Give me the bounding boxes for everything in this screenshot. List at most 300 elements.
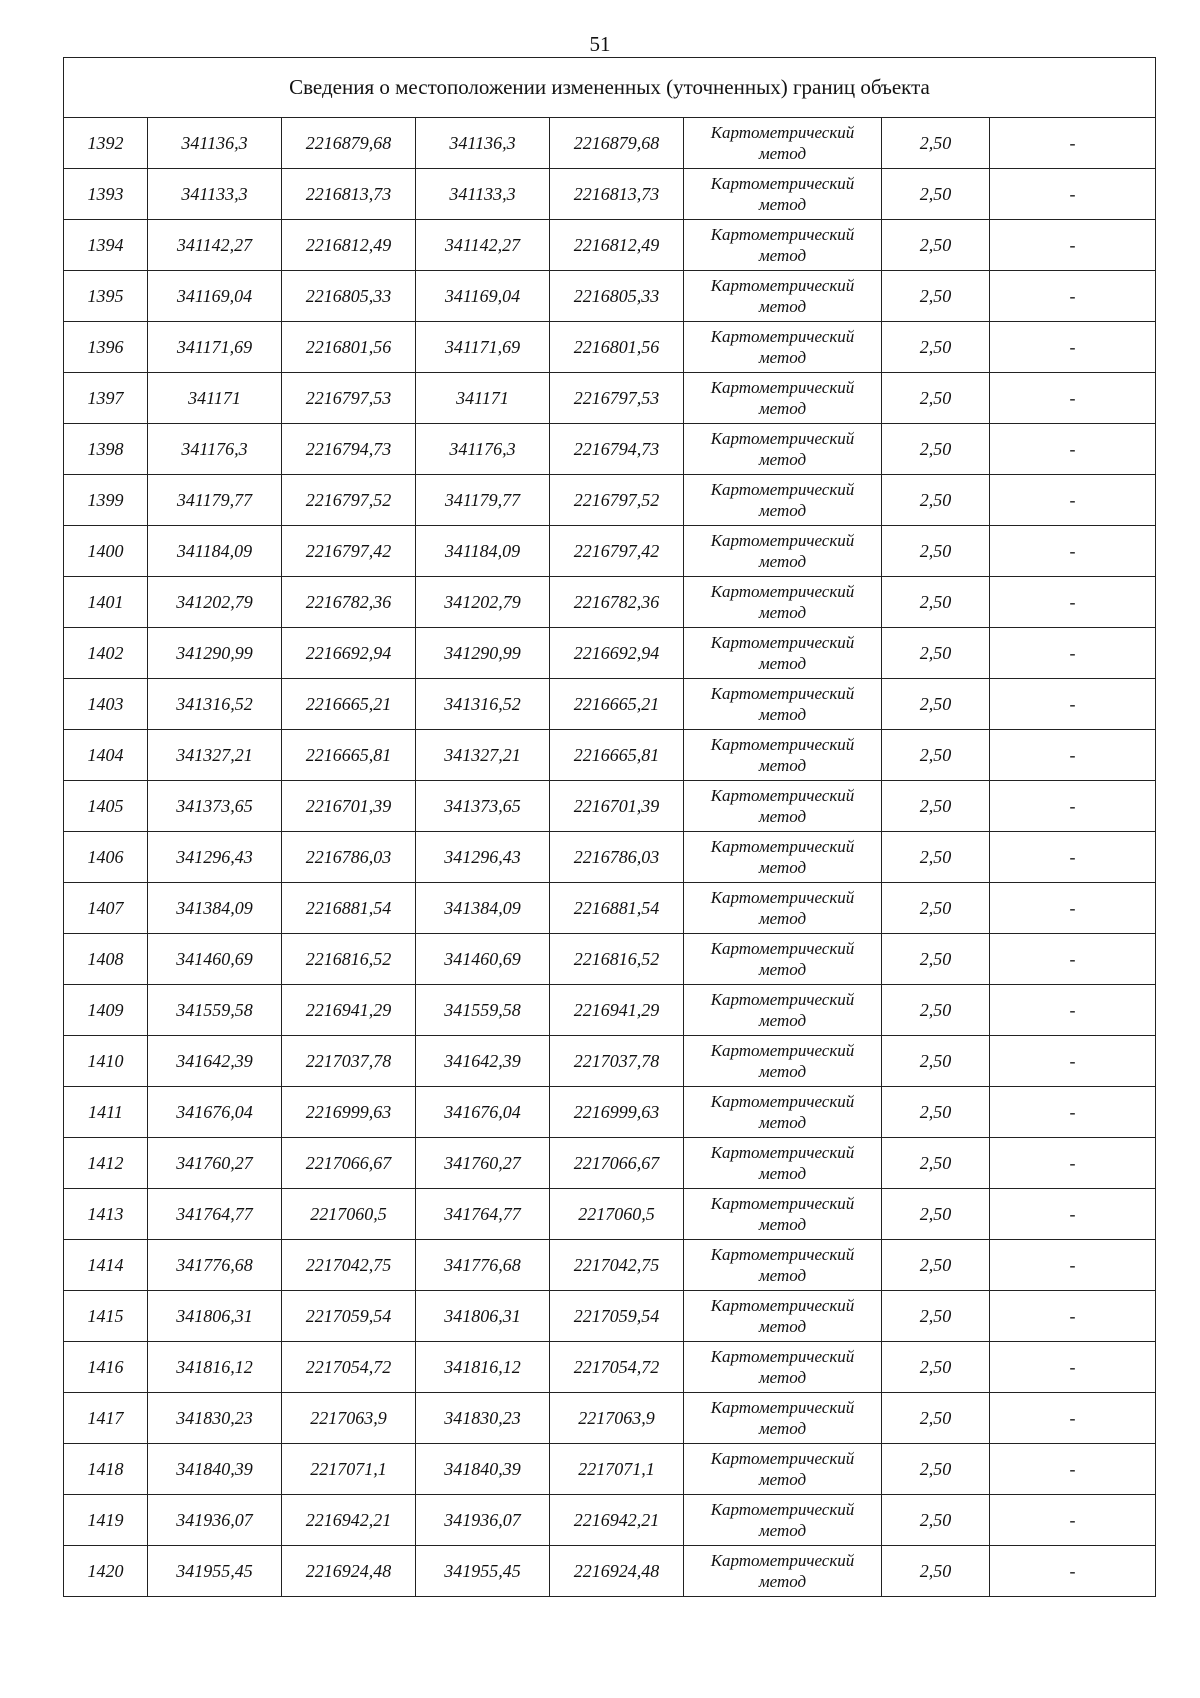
x-new-cell: 341133,3 — [416, 169, 550, 220]
x-new-cell: 341460,69 — [416, 934, 550, 985]
method-cell — [684, 526, 882, 577]
x-new-cell: 341176,3 — [416, 424, 550, 475]
y-new-cell: 2216805,33 — [550, 271, 684, 322]
x-old-cell: 341202,79 — [148, 577, 282, 628]
table-row — [64, 1393, 1156, 1444]
y-old-cell: 2216881,54 — [282, 883, 416, 934]
accuracy-cell: 2,50 — [882, 985, 990, 1036]
x-old-cell: 341676,04 — [148, 1087, 282, 1138]
method-cell — [684, 1036, 882, 1087]
table-row — [64, 271, 1156, 322]
method-line-1: Картометрический — [710, 837, 855, 856]
table-row — [64, 679, 1156, 730]
accuracy-cell: 2,50 — [882, 883, 990, 934]
point-number-cell: 1392 — [64, 118, 148, 169]
method-line-2: метод — [758, 654, 807, 673]
x-new-cell: 341296,43 — [416, 832, 550, 883]
point-number-cell: 1405 — [64, 781, 148, 832]
accuracy-cell: 2,50 — [882, 322, 990, 373]
table-row — [64, 1342, 1156, 1393]
method-cell — [684, 934, 882, 985]
y-new-cell: 2216941,29 — [550, 985, 684, 1036]
x-old-cell: 341373,65 — [148, 781, 282, 832]
point-number-cell: 1414 — [64, 1240, 148, 1291]
description-cell: - — [990, 628, 1156, 679]
y-new-cell: 2216797,42 — [550, 526, 684, 577]
x-new-cell: 341559,58 — [416, 985, 550, 1036]
x-new-cell: 341676,04 — [416, 1087, 550, 1138]
x-new-cell: 341179,77 — [416, 475, 550, 526]
accuracy-cell: 2,50 — [882, 832, 990, 883]
x-new-cell: 341184,09 — [416, 526, 550, 577]
y-new-cell: 2217063,9 — [550, 1393, 684, 1444]
method-line-1: Картометрический — [710, 786, 855, 805]
accuracy-cell: 2,50 — [882, 1444, 990, 1495]
method-line-1: Картометрический — [710, 990, 855, 1009]
x-new-cell: 341840,39 — [416, 1444, 550, 1495]
y-new-cell: 2217066,67 — [550, 1138, 684, 1189]
accuracy-cell: 2,50 — [882, 1189, 990, 1240]
x-new-cell: 341816,12 — [416, 1342, 550, 1393]
x-new-cell: 341776,68 — [416, 1240, 550, 1291]
table-row — [64, 730, 1156, 781]
method-line-2: метод — [758, 1419, 807, 1438]
y-new-cell: 2216879,68 — [550, 118, 684, 169]
x-new-cell: 341316,52 — [416, 679, 550, 730]
method-line-1: Картометрический — [710, 735, 855, 754]
point-number-cell: 1399 — [64, 475, 148, 526]
method-line-1: Картометрический — [710, 531, 855, 550]
method-line-2: метод — [758, 297, 807, 316]
method-line-2: метод — [758, 1368, 807, 1387]
accuracy-cell: 2,50 — [882, 1240, 990, 1291]
method-cell — [684, 475, 882, 526]
accuracy-cell: 2,50 — [882, 628, 990, 679]
x-new-cell: 341142,27 — [416, 220, 550, 271]
method-cell — [684, 1240, 882, 1291]
y-new-cell: 2216665,81 — [550, 730, 684, 781]
y-old-cell: 2216797,52 — [282, 475, 416, 526]
description-cell: - — [990, 1291, 1156, 1342]
method-cell — [684, 1087, 882, 1138]
x-new-cell: 341290,99 — [416, 628, 550, 679]
point-number-cell: 1406 — [64, 832, 148, 883]
method-cell — [684, 985, 882, 1036]
x-new-cell: 341169,04 — [416, 271, 550, 322]
x-old-cell: 341316,52 — [148, 679, 282, 730]
x-new-cell: 341806,31 — [416, 1291, 550, 1342]
point-number-cell: 1420 — [64, 1546, 148, 1597]
description-cell: - — [990, 373, 1156, 424]
method-line-2: метод — [758, 1113, 807, 1132]
method-cell — [684, 1291, 882, 1342]
description-cell: - — [990, 1444, 1156, 1495]
method-line-2: метод — [758, 399, 807, 418]
description-cell: - — [990, 1342, 1156, 1393]
description-cell: - — [990, 526, 1156, 577]
y-old-cell: 2216665,21 — [282, 679, 416, 730]
method-line-2: метод — [758, 144, 807, 163]
y-new-cell: 2217042,75 — [550, 1240, 684, 1291]
accuracy-cell: 2,50 — [882, 1291, 990, 1342]
method-cell — [684, 1189, 882, 1240]
method-line-1: Картометрический — [710, 633, 855, 652]
table-row — [64, 526, 1156, 577]
y-old-cell: 2217060,5 — [282, 1189, 416, 1240]
method-line-1: Картометрический — [710, 888, 855, 907]
point-number-cell: 1415 — [64, 1291, 148, 1342]
method-line-1: Картометрический — [710, 1143, 855, 1162]
accuracy-cell: 2,50 — [882, 1342, 990, 1393]
point-number-cell: 1397 — [64, 373, 148, 424]
table-caption-row — [64, 58, 1156, 118]
method-line-1: Картометрический — [710, 939, 855, 958]
description-cell: - — [990, 1189, 1156, 1240]
description-cell: - — [990, 832, 1156, 883]
accuracy-cell: 2,50 — [882, 781, 990, 832]
method-cell — [684, 271, 882, 322]
y-new-cell: 2217059,54 — [550, 1291, 684, 1342]
point-number-cell: 1407 — [64, 883, 148, 934]
y-new-cell: 2216701,39 — [550, 781, 684, 832]
point-number-cell: 1410 — [64, 1036, 148, 1087]
y-old-cell: 2216786,03 — [282, 832, 416, 883]
x-old-cell: 341642,39 — [148, 1036, 282, 1087]
method-line-1: Картометрический — [710, 1398, 855, 1417]
table-row — [64, 1036, 1156, 1087]
point-number-cell: 1412 — [64, 1138, 148, 1189]
method-line-2: метод — [758, 909, 807, 928]
method-line-2: метод — [758, 1317, 807, 1336]
method-line-1: Картометрический — [710, 378, 855, 397]
description-cell: - — [990, 475, 1156, 526]
table-row — [64, 934, 1156, 985]
y-old-cell: 2216879,68 — [282, 118, 416, 169]
description-cell: - — [990, 1138, 1156, 1189]
method-line-2: метод — [758, 960, 807, 979]
y-new-cell: 2216797,53 — [550, 373, 684, 424]
method-cell — [684, 730, 882, 781]
x-old-cell: 341296,43 — [148, 832, 282, 883]
y-new-cell: 2217060,5 — [550, 1189, 684, 1240]
description-cell: - — [990, 985, 1156, 1036]
accuracy-cell: 2,50 — [882, 118, 990, 169]
accuracy-cell: 2,50 — [882, 1087, 990, 1138]
method-line-2: метод — [758, 450, 807, 469]
method-line-1: Картометрический — [710, 1296, 855, 1315]
method-line-1: Картометрический — [710, 1551, 855, 1570]
page-number: 51 — [589, 32, 611, 56]
method-line-1: Картометрический — [710, 123, 855, 142]
method-line-1: Картометрический — [710, 1500, 855, 1519]
table-row — [64, 475, 1156, 526]
description-cell: - — [990, 322, 1156, 373]
method-line-2: метод — [758, 195, 807, 214]
point-number-cell: 1396 — [64, 322, 148, 373]
y-old-cell: 2216701,39 — [282, 781, 416, 832]
y-new-cell: 2216942,21 — [550, 1495, 684, 1546]
x-old-cell: 341460,69 — [148, 934, 282, 985]
table-row — [64, 1444, 1156, 1495]
method-line-1: Картометрический — [710, 684, 855, 703]
description-cell: - — [990, 424, 1156, 475]
x-old-cell: 341764,77 — [148, 1189, 282, 1240]
point-number-cell: 1419 — [64, 1495, 148, 1546]
y-old-cell: 2216999,63 — [282, 1087, 416, 1138]
y-new-cell: 2216812,49 — [550, 220, 684, 271]
x-old-cell: 341816,12 — [148, 1342, 282, 1393]
method-cell — [684, 679, 882, 730]
accuracy-cell: 2,50 — [882, 526, 990, 577]
description-cell: - — [990, 679, 1156, 730]
description-cell: - — [990, 934, 1156, 985]
y-old-cell: 2217071,1 — [282, 1444, 416, 1495]
point-number-cell: 1417 — [64, 1393, 148, 1444]
method-line-1: Картометрический — [710, 276, 855, 295]
y-new-cell: 2216801,56 — [550, 322, 684, 373]
y-old-cell: 2217037,78 — [282, 1036, 416, 1087]
x-new-cell: 341955,45 — [416, 1546, 550, 1597]
method-line-1: Картометрический — [710, 1347, 855, 1366]
x-new-cell: 341327,21 — [416, 730, 550, 781]
point-number-cell: 1416 — [64, 1342, 148, 1393]
method-line-1: Картометрический — [710, 1245, 855, 1264]
point-number-cell: 1395 — [64, 271, 148, 322]
method-line-1: Картометрический — [710, 582, 855, 601]
x-new-cell: 341764,77 — [416, 1189, 550, 1240]
method-cell — [684, 220, 882, 271]
table-row — [64, 1087, 1156, 1138]
description-cell: - — [990, 1087, 1156, 1138]
table-row — [64, 322, 1156, 373]
method-line-2: метод — [758, 501, 807, 520]
method-cell — [684, 373, 882, 424]
x-new-cell: 341830,23 — [416, 1393, 550, 1444]
description-cell: - — [990, 577, 1156, 628]
method-cell — [684, 322, 882, 373]
x-old-cell: 341169,04 — [148, 271, 282, 322]
table-row — [64, 1240, 1156, 1291]
x-new-cell: 341373,65 — [416, 781, 550, 832]
method-cell — [684, 577, 882, 628]
point-number-cell: 1409 — [64, 985, 148, 1036]
y-old-cell: 2216801,56 — [282, 322, 416, 373]
method-line-1: Картометрический — [710, 327, 855, 346]
method-line-2: метод — [758, 1011, 807, 1030]
point-number-cell: 1394 — [64, 220, 148, 271]
method-line-2: метод — [758, 1164, 807, 1183]
table-row — [64, 1546, 1156, 1597]
description-cell: - — [990, 781, 1156, 832]
method-cell — [684, 1444, 882, 1495]
accuracy-cell: 2,50 — [882, 271, 990, 322]
method-line-1: Картометрический — [710, 174, 855, 193]
accuracy-cell: 2,50 — [882, 679, 990, 730]
point-number-cell: 1408 — [64, 934, 148, 985]
y-old-cell: 2216794,73 — [282, 424, 416, 475]
x-new-cell: 341760,27 — [416, 1138, 550, 1189]
accuracy-cell: 2,50 — [882, 934, 990, 985]
table-row — [64, 424, 1156, 475]
point-number-cell: 1418 — [64, 1444, 148, 1495]
x-new-cell: 341202,79 — [416, 577, 550, 628]
table-row — [64, 1138, 1156, 1189]
accuracy-cell: 2,50 — [882, 1138, 990, 1189]
method-cell — [684, 1546, 882, 1597]
method-cell — [684, 1495, 882, 1546]
y-old-cell: 2217054,72 — [282, 1342, 416, 1393]
method-cell — [684, 628, 882, 679]
method-cell — [684, 424, 882, 475]
x-old-cell: 341955,45 — [148, 1546, 282, 1597]
y-new-cell: 2216797,52 — [550, 475, 684, 526]
accuracy-cell: 2,50 — [882, 1546, 990, 1597]
method-line-2: метод — [758, 756, 807, 775]
table-row — [64, 1189, 1156, 1240]
method-line-2: метод — [758, 1572, 807, 1591]
method-cell — [684, 169, 882, 220]
y-new-cell: 2216816,52 — [550, 934, 684, 985]
y-old-cell: 2216813,73 — [282, 169, 416, 220]
method-line-1: Картометрический — [710, 1449, 855, 1468]
point-number-cell: 1400 — [64, 526, 148, 577]
y-new-cell: 2216665,21 — [550, 679, 684, 730]
method-line-2: метод — [758, 807, 807, 826]
description-cell: - — [990, 271, 1156, 322]
y-old-cell: 2217066,67 — [282, 1138, 416, 1189]
method-cell — [684, 1393, 882, 1444]
y-old-cell: 2216941,29 — [282, 985, 416, 1036]
description-cell: - — [990, 220, 1156, 271]
point-number-cell: 1401 — [64, 577, 148, 628]
method-line-2: метод — [758, 1521, 807, 1540]
x-new-cell: 341384,09 — [416, 883, 550, 934]
method-line-2: метод — [758, 246, 807, 265]
method-line-2: метод — [758, 1470, 807, 1489]
method-line-2: метод — [758, 1062, 807, 1081]
method-line-2: метод — [758, 705, 807, 724]
accuracy-cell: 2,50 — [882, 730, 990, 781]
boundary-coordinates-table — [63, 57, 1156, 1597]
accuracy-cell: 2,50 — [882, 424, 990, 475]
x-old-cell: 341776,68 — [148, 1240, 282, 1291]
method-line-2: метод — [758, 603, 807, 622]
x-old-cell: 341176,3 — [148, 424, 282, 475]
point-number-cell: 1411 — [64, 1087, 148, 1138]
method-line-1: Картометрический — [710, 1194, 855, 1213]
x-old-cell: 341179,77 — [148, 475, 282, 526]
y-old-cell: 2216942,21 — [282, 1495, 416, 1546]
description-cell: - — [990, 1495, 1156, 1546]
table-row — [64, 985, 1156, 1036]
table-body — [64, 58, 1156, 1597]
method-line-1: Картометрический — [710, 429, 855, 448]
description-cell: - — [990, 169, 1156, 220]
y-old-cell: 2216797,42 — [282, 526, 416, 577]
x-old-cell: 341936,07 — [148, 1495, 282, 1546]
method-cell — [684, 118, 882, 169]
y-old-cell: 2217059,54 — [282, 1291, 416, 1342]
point-number-cell: 1393 — [64, 169, 148, 220]
x-new-cell: 341171,69 — [416, 322, 550, 373]
x-old-cell: 341290,99 — [148, 628, 282, 679]
accuracy-cell: 2,50 — [882, 1495, 990, 1546]
y-old-cell: 2216692,94 — [282, 628, 416, 679]
table-row — [64, 169, 1156, 220]
x-old-cell: 341133,3 — [148, 169, 282, 220]
x-old-cell: 341384,09 — [148, 883, 282, 934]
y-old-cell: 2216797,53 — [282, 373, 416, 424]
y-old-cell: 2216816,52 — [282, 934, 416, 985]
x-old-cell: 341840,39 — [148, 1444, 282, 1495]
table-row — [64, 781, 1156, 832]
method-cell — [684, 832, 882, 883]
method-cell — [684, 1342, 882, 1393]
x-old-cell: 341142,27 — [148, 220, 282, 271]
y-new-cell: 2217037,78 — [550, 1036, 684, 1087]
accuracy-cell: 2,50 — [882, 577, 990, 628]
x-new-cell: 341936,07 — [416, 1495, 550, 1546]
accuracy-cell: 2,50 — [882, 1036, 990, 1087]
method-line-2: метод — [758, 1215, 807, 1234]
table-row — [64, 118, 1156, 169]
x-old-cell: 341136,3 — [148, 118, 282, 169]
method-line-2: метод — [758, 348, 807, 367]
y-new-cell: 2216924,48 — [550, 1546, 684, 1597]
x-old-cell: 341806,31 — [148, 1291, 282, 1342]
accuracy-cell: 2,50 — [882, 1393, 990, 1444]
x-old-cell: 341760,27 — [148, 1138, 282, 1189]
point-number-cell: 1402 — [64, 628, 148, 679]
y-old-cell: 2216805,33 — [282, 271, 416, 322]
method-cell — [684, 1138, 882, 1189]
table-row — [64, 220, 1156, 271]
table-row — [64, 1495, 1156, 1546]
table-caption: Сведения о местоположении измененных (уточненных) границ объекта — [64, 58, 1156, 118]
y-new-cell: 2217054,72 — [550, 1342, 684, 1393]
x-old-cell: 341171,69 — [148, 322, 282, 373]
table-row — [64, 832, 1156, 883]
accuracy-cell: 2,50 — [882, 475, 990, 526]
point-number-cell: 1398 — [64, 424, 148, 475]
method-cell — [684, 781, 882, 832]
description-cell: - — [990, 1036, 1156, 1087]
method-line-2: метод — [758, 552, 807, 571]
y-old-cell: 2216782,36 — [282, 577, 416, 628]
point-number-cell: 1404 — [64, 730, 148, 781]
method-line-2: метод — [758, 1266, 807, 1285]
method-line-1: Картометрический — [710, 225, 855, 244]
method-line-1: Картометрический — [710, 480, 855, 499]
table-row — [64, 883, 1156, 934]
x-old-cell: 341171 — [148, 373, 282, 424]
x-old-cell: 341184,09 — [148, 526, 282, 577]
table-row — [64, 628, 1156, 679]
y-old-cell: 2216924,48 — [282, 1546, 416, 1597]
description-cell: - — [990, 1240, 1156, 1291]
method-line-1: Картометрический — [710, 1092, 855, 1111]
y-new-cell: 2216786,03 — [550, 832, 684, 883]
table-row — [64, 373, 1156, 424]
x-old-cell: 341830,23 — [148, 1393, 282, 1444]
accuracy-cell: 2,50 — [882, 169, 990, 220]
y-new-cell: 2216999,63 — [550, 1087, 684, 1138]
description-cell: - — [990, 1546, 1156, 1597]
method-line-1: Картометрический — [710, 1041, 855, 1060]
y-old-cell: 2217042,75 — [282, 1240, 416, 1291]
description-cell: - — [990, 118, 1156, 169]
description-cell: - — [990, 883, 1156, 934]
